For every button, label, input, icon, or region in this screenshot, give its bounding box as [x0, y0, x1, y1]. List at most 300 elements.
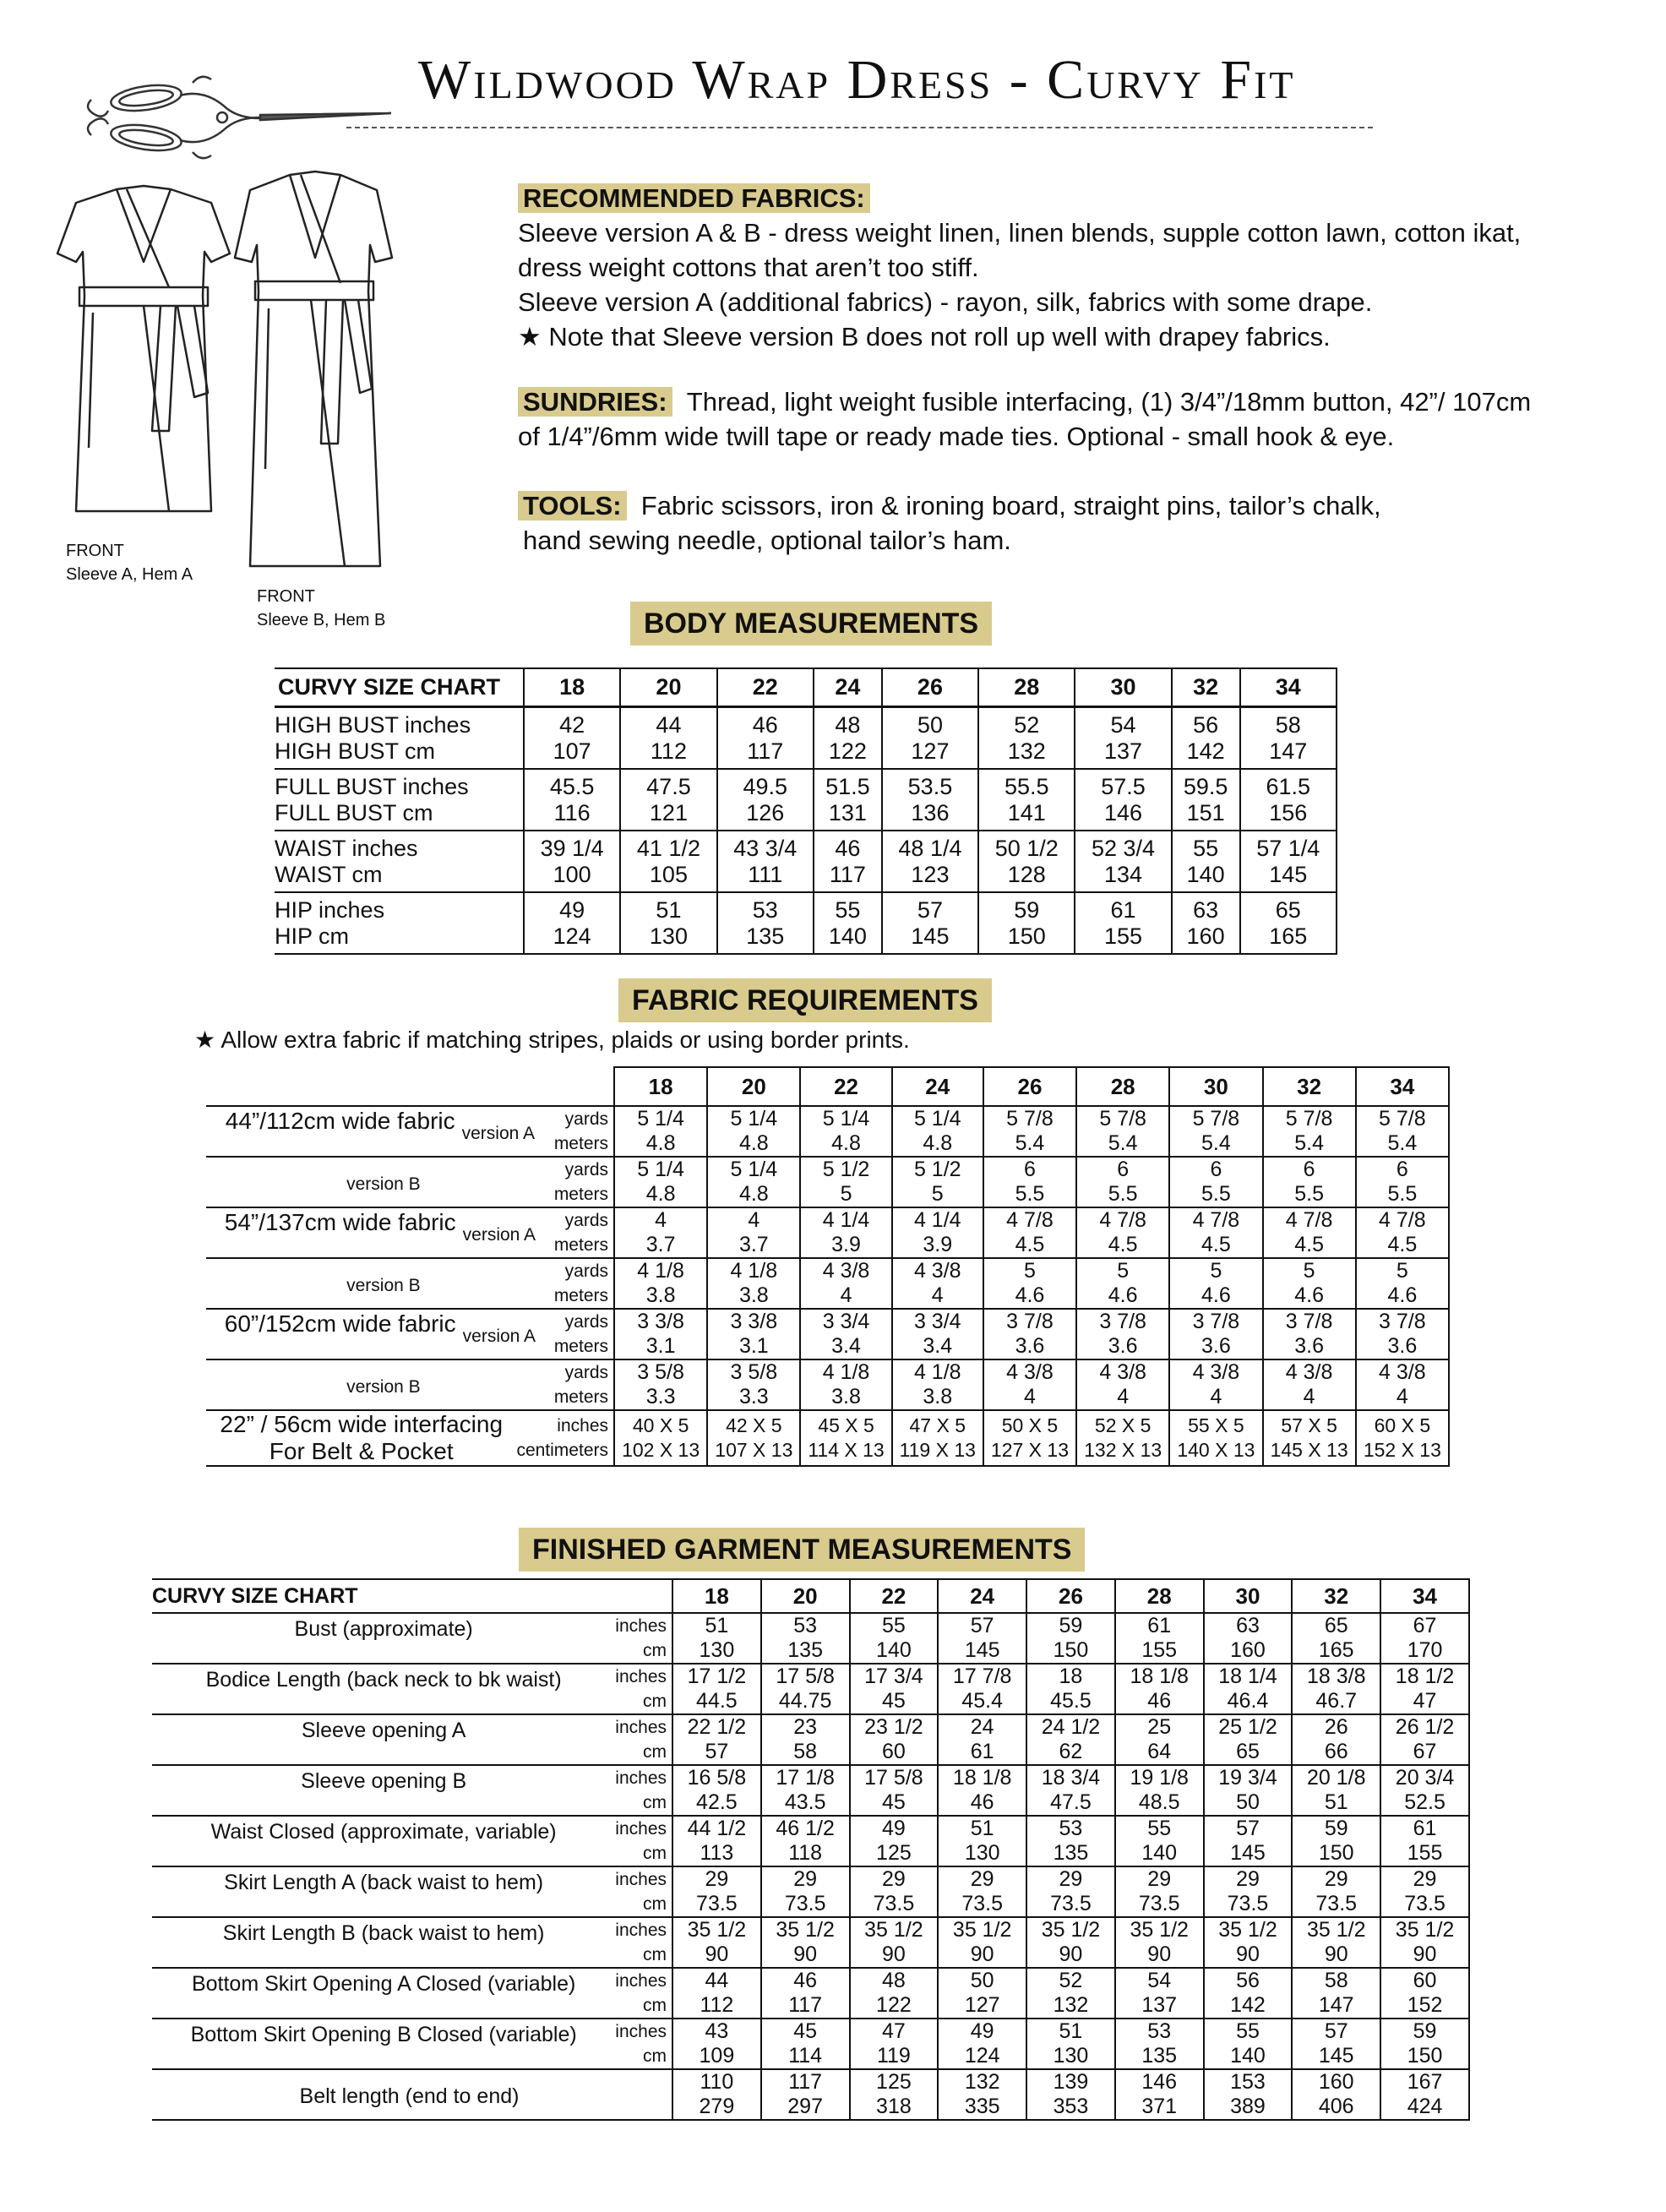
fabric-row-label	[206, 1359, 614, 1410]
cell-value: 5.4	[1015, 1131, 1045, 1155]
cell-value: 130	[1053, 2044, 1089, 2068]
cell-value: 146	[1104, 800, 1143, 825]
cell-value: 25	[1147, 1715, 1172, 1739]
measurement-label	[275, 831, 524, 892]
cell-value: 24	[970, 1715, 994, 1739]
table-cell	[1076, 1207, 1169, 1258]
table-cell	[717, 831, 814, 892]
cell-value: 90	[1324, 1942, 1348, 1966]
size-header: 34	[1356, 1067, 1449, 1106]
version-label: version B	[346, 1174, 421, 1194]
cell-value: 4.8	[831, 1131, 861, 1155]
cell-value: 50	[970, 1969, 994, 1992]
cell-value: 73.5	[1050, 1892, 1092, 1915]
cell-value: 49.5	[743, 774, 788, 799]
cell-value: 5	[1117, 1259, 1130, 1283]
size-header: 18	[524, 668, 620, 707]
table-cell	[620, 831, 716, 892]
cell-value: 119	[876, 2044, 911, 2068]
cell-value: 35 1/2	[776, 1918, 835, 1942]
cell-value: 90	[1413, 1942, 1437, 1966]
version-label: version B	[346, 1276, 421, 1295]
cell-value: 130	[649, 923, 688, 949]
table-cell	[1204, 1917, 1293, 1968]
body-measurements-table	[275, 667, 1337, 955]
cell-value: 135	[1141, 2044, 1178, 2068]
table-cell	[1076, 1106, 1169, 1157]
table-cell	[1169, 1410, 1262, 1466]
cell-value: 60	[1413, 1969, 1437, 1992]
size-header: 18	[614, 1067, 707, 1106]
finished-garment-heading: FINISHED GARMENT MEASUREMENTS	[519, 1528, 1085, 1572]
cell-value: 55	[882, 1614, 906, 1637]
cell-value: 4 7/8	[1006, 1208, 1054, 1232]
size-header: 26	[1026, 1579, 1115, 1613]
cell-value: 145	[1230, 1841, 1266, 1865]
table-cell	[1075, 769, 1171, 831]
cell-value: 43.5	[784, 1790, 826, 1814]
size-header: 30	[1169, 1067, 1262, 1106]
cell-value: 49	[970, 2019, 994, 2043]
table-cell	[717, 769, 814, 831]
cell-value: 145 X 13	[1270, 1439, 1348, 1461]
table-cell	[614, 1207, 707, 1258]
cell-value: 58	[793, 1740, 818, 1763]
garment-row-label	[152, 2069, 672, 2120]
unit-label: yards	[564, 1211, 608, 1230]
recommended-fabrics-label: RECOMMENDED FABRICS:	[518, 183, 870, 213]
cell-value: 45.4	[961, 1689, 1004, 1713]
cell-value: 35 1/2	[1130, 1918, 1189, 1942]
table-cell	[1026, 1765, 1115, 1816]
cell-value: 63	[1236, 1614, 1260, 1637]
table-cell	[1075, 892, 1171, 954]
cell-value: 4 7/8	[1192, 1208, 1240, 1232]
unit-label: meters	[553, 1286, 608, 1305]
cell-value: 371	[1141, 2095, 1178, 2118]
cell-value: 59	[1014, 897, 1040, 923]
table-cell	[938, 1664, 1026, 1714]
cell-value: 107	[553, 738, 591, 764]
cell-value: 52	[1014, 712, 1040, 738]
cell-value: 57	[970, 1614, 994, 1637]
cell-value: 46	[1147, 1689, 1172, 1713]
cell-value: 45.5	[549, 774, 595, 799]
cell-value: 40 X 5	[632, 1414, 689, 1436]
table-cell	[800, 1207, 891, 1258]
table-cell	[1115, 1714, 1204, 1765]
unit-label: cm	[643, 1641, 667, 1660]
fabric-row-label	[206, 1410, 614, 1466]
measurement-label: Waist Closed (approximate, variable)	[210, 1820, 557, 1844]
table-cell	[814, 831, 882, 892]
cell-value: 5.4	[1294, 1131, 1324, 1155]
cell-value: 3 7/8	[1006, 1310, 1054, 1333]
cell-value: 46	[835, 836, 861, 861]
measurement-label: Skirt Length B (back waist to hem)	[222, 1921, 545, 1945]
table-cell	[1292, 2069, 1380, 2120]
table-cell	[882, 769, 978, 831]
cell-value: 55.5	[1004, 774, 1049, 799]
table-cell	[1263, 1106, 1356, 1157]
garment-row-label	[152, 1765, 672, 1816]
table-cell	[524, 892, 620, 954]
cell-value: 3.8	[923, 1385, 953, 1408]
cell-value: 57	[1236, 1817, 1260, 1840]
table-cell	[978, 769, 1075, 831]
cell-value: 160	[1230, 1638, 1266, 1662]
cell-value: 142	[1186, 738, 1225, 764]
cell-value: 52 X 5	[1094, 1414, 1152, 1436]
table-header-row	[206, 1067, 1449, 1106]
cell-value: 5.4	[1387, 1131, 1418, 1155]
cell-value: 406	[1318, 2095, 1354, 2118]
cell-value: 3 5/8	[730, 1360, 778, 1384]
measurement-label: Sleeve opening B	[301, 1769, 467, 1793]
cell-value: 3.6	[1108, 1334, 1138, 1358]
cell-value: 53	[1147, 2019, 1172, 2043]
cell-value: 4.8	[645, 1131, 676, 1155]
cell-value: 140	[1141, 1841, 1178, 1865]
cell-value: 51	[705, 1614, 729, 1637]
cell-value: 4 1/8	[637, 1259, 684, 1283]
cell-value: 135	[787, 1638, 823, 1662]
cell-value: 110	[700, 2070, 734, 2094]
cell-value: 52	[1059, 1969, 1083, 1992]
table-cell	[882, 707, 978, 770]
cell-value: 18 1/2	[1395, 1664, 1455, 1688]
table-cell	[717, 892, 814, 954]
unit-label: cm	[643, 1996, 667, 2015]
table-cell	[1292, 1664, 1380, 1714]
cell-value: 66	[1324, 1740, 1348, 1763]
cell-value: 17 1/2	[687, 1664, 747, 1688]
table-cell	[1292, 2019, 1380, 2069]
cell-value: 49	[882, 1817, 906, 1840]
cell-value: 59.5	[1183, 774, 1228, 799]
cell-value: 45	[882, 1689, 906, 1713]
cell-value: 55	[1193, 836, 1219, 861]
cell-value: 5.4	[1201, 1131, 1231, 1155]
cell-value: 54	[1147, 1969, 1172, 1992]
cell-value: 90	[705, 1942, 729, 1966]
cell-value: 4.5	[1108, 1233, 1138, 1256]
cell-value: 43	[705, 2019, 729, 2043]
cell-value: 3.4	[831, 1334, 861, 1358]
cell-value: 4	[1396, 1385, 1408, 1408]
garment-row-label	[152, 1664, 672, 1714]
table-cell	[761, 1765, 850, 1816]
cell-value: 35 1/2	[687, 1918, 747, 1942]
table-cell	[707, 1410, 800, 1466]
cell-value: 54	[1110, 712, 1136, 738]
table-cell	[1356, 1309, 1449, 1359]
table-cell	[1204, 2019, 1293, 2069]
cell-value: 59	[1059, 1614, 1083, 1637]
cell-value: 73.5	[961, 1892, 1004, 1915]
unit-label: yards	[564, 1261, 608, 1281]
cell-value: 90	[1147, 1942, 1172, 1966]
cell-value: 17 5/8	[864, 1766, 923, 1790]
illustration-caption-b: FRONT Sleeve B, Hem B	[257, 587, 386, 629]
cell-value: 5 1/4	[822, 1107, 870, 1131]
cell-value: 4	[748, 1208, 760, 1232]
cell-value: 35 1/2	[1395, 1918, 1455, 1942]
table-cell	[1204, 1613, 1293, 1664]
table-cell	[1204, 1714, 1293, 1765]
table-cell	[1026, 1866, 1115, 1917]
table-cell	[672, 1664, 761, 1714]
cell-value: 58	[1324, 1969, 1348, 1992]
table-cell	[672, 1765, 761, 1816]
size-header: 18	[672, 1579, 761, 1613]
cell-value: 109	[699, 2044, 735, 2068]
cell-value: 59	[1413, 2019, 1437, 2043]
cell-value: 4.8	[738, 1131, 769, 1155]
cell-value: 90	[970, 1942, 994, 1966]
cell-value: 4.5	[1201, 1233, 1231, 1256]
table-cell	[1115, 1917, 1204, 1968]
table-cell	[978, 707, 1075, 770]
table-cell	[1204, 1765, 1293, 1816]
cell-value: 51	[1324, 1790, 1348, 1814]
cell-value: 63	[1193, 897, 1219, 923]
cell-value: 4.6	[1108, 1283, 1138, 1307]
cell-value: 90	[1059, 1942, 1083, 1966]
cell-value: 3.6	[1387, 1334, 1418, 1358]
table-cell	[1076, 1258, 1169, 1309]
cell-value: 50	[917, 712, 943, 738]
cell-value: 160	[1318, 2070, 1354, 2094]
cell-value: 5.5	[1201, 1182, 1231, 1206]
cell-value: 39 1/4	[540, 836, 604, 861]
cell-value: 46	[793, 1969, 818, 1992]
cell-value: 45.5	[1050, 1689, 1092, 1713]
cell-value: 18 1/8	[952, 1766, 1012, 1790]
cell-value: 119 X 13	[899, 1439, 976, 1461]
table-cell	[614, 1309, 707, 1359]
cell-value: 117	[747, 738, 784, 764]
cell-value: 42 X 5	[726, 1414, 782, 1436]
table-cell	[1380, 2019, 1469, 2069]
version-label: version A	[462, 1225, 536, 1245]
cell-value: 50 X 5	[1001, 1414, 1059, 1436]
cell-value: 53.5	[907, 774, 953, 799]
size-header: 20	[707, 1067, 800, 1106]
cell-value: 59	[1324, 1817, 1348, 1840]
table-cell	[524, 831, 620, 892]
table-row	[152, 1866, 1469, 1917]
interfacing-label: 22” / 56cm wide interfacing	[220, 1411, 504, 1437]
measurement-label-line: HIP cm	[275, 923, 350, 949]
table-cell	[1204, 2069, 1293, 2120]
table-cell	[1204, 1866, 1293, 1917]
finished-garment-table	[152, 1578, 1470, 2121]
garment-row-label	[152, 1714, 672, 1765]
table-cell	[800, 1309, 891, 1359]
cell-value: 5 1/4	[637, 1107, 684, 1131]
table-cell	[1204, 1816, 1293, 1866]
cell-value: 43 3/4	[733, 836, 798, 861]
unit-label: cm	[643, 1793, 667, 1812]
table-cell	[938, 1866, 1026, 1917]
table-cell	[1292, 1816, 1380, 1866]
cell-value: 51	[970, 1817, 994, 1840]
cell-value: 65	[1236, 1740, 1260, 1763]
unit-label: meters	[553, 1337, 608, 1356]
cell-value: 57 1/4	[1256, 836, 1320, 861]
table-cell	[978, 892, 1075, 954]
cell-value: 35 1/2	[952, 1918, 1012, 1942]
cell-value: 111	[748, 862, 783, 887]
cell-value: 65	[1324, 1614, 1348, 1637]
cell-value: 61	[1110, 897, 1136, 923]
table-cell	[1204, 1664, 1293, 1714]
cell-value: 61	[1413, 1817, 1437, 1840]
table-cell	[1172, 831, 1240, 892]
table-cell	[983, 1410, 1076, 1466]
cell-value: 5 1/4	[913, 1107, 961, 1131]
cell-value: 125	[876, 2070, 912, 2094]
measurement-label-line: FULL BUST inches	[275, 774, 469, 799]
cell-value: 29	[705, 1867, 729, 1891]
cell-value: 17 3/4	[864, 1664, 923, 1688]
cell-value: 3.7	[645, 1233, 676, 1256]
cell-value: 165	[1269, 923, 1308, 949]
cell-value: 64	[1147, 1740, 1172, 1763]
table-cell	[983, 1106, 1076, 1157]
cell-value: 117	[829, 862, 866, 887]
cell-value: 55	[835, 897, 861, 923]
garment-row-label	[152, 1917, 672, 1968]
table-cell	[892, 1258, 983, 1309]
unit-label: inches	[615, 1718, 667, 1737]
cell-value: 51	[656, 897, 682, 923]
cell-value: 4 3/8	[1192, 1360, 1240, 1384]
cell-value: 44.75	[778, 1689, 832, 1713]
table-cell	[620, 769, 716, 831]
unit-label: inches	[615, 1667, 667, 1686]
cell-value: 29	[882, 1867, 906, 1891]
fabric-row-label	[206, 1157, 614, 1207]
table-cell	[1356, 1106, 1449, 1157]
table-cell	[983, 1309, 1076, 1359]
size-header: 24	[892, 1067, 983, 1106]
table-cell	[1292, 1866, 1380, 1917]
table-cell	[983, 1359, 1076, 1410]
size-header: 30	[1075, 668, 1171, 707]
unit-label: cm	[643, 2046, 667, 2066]
cell-value: 5	[1210, 1259, 1222, 1283]
cell-value: 105	[649, 862, 688, 887]
cell-value: 6	[1396, 1158, 1408, 1181]
table-cell	[524, 769, 620, 831]
cell-value: 5.5	[1294, 1182, 1324, 1206]
table-cell	[938, 2019, 1026, 2069]
unit-label: cm	[643, 1742, 667, 1762]
cell-value: 117	[788, 2070, 823, 2094]
table-cell	[938, 1765, 1026, 1816]
table-cell	[983, 1157, 1076, 1207]
table-cell	[1240, 707, 1337, 770]
table-row	[206, 1157, 1449, 1207]
table-cell	[978, 831, 1075, 892]
cell-value: 35 1/2	[1218, 1918, 1277, 1942]
unit-label: yards	[564, 1160, 608, 1180]
table-cell	[1169, 1207, 1262, 1258]
cell-value: 3.9	[831, 1233, 861, 1256]
cell-value: 4.8	[645, 1182, 676, 1206]
tools-line: Fabric scissors, iron & ironing board, straight pins, tailor’s chalk,	[640, 491, 1381, 520]
table-cell	[1026, 2019, 1115, 2069]
table-cell	[1169, 1157, 1262, 1207]
cell-value: 140	[1230, 2044, 1266, 2068]
table-cell	[761, 1968, 850, 2019]
cell-value: 4 3/8	[1006, 1360, 1054, 1384]
cell-value: 29	[793, 1867, 818, 1891]
cell-value: 3 5/8	[637, 1360, 684, 1384]
table-cell	[1169, 1359, 1262, 1410]
table-cell	[1263, 1309, 1356, 1359]
table-row	[152, 1714, 1469, 1765]
cell-value: 5 1/2	[913, 1158, 961, 1181]
table-cell	[1263, 1157, 1356, 1207]
cell-value: 130	[699, 1638, 735, 1662]
cell-value: 3 7/8	[1285, 1310, 1333, 1333]
table-cell	[1292, 1917, 1380, 1968]
table-cell	[1115, 1613, 1204, 1664]
cell-value: 18 3/4	[1041, 1766, 1101, 1790]
cell-value: 5.5	[1387, 1182, 1418, 1206]
measurement-label: Bottom Skirt Opening B Closed (variable)	[190, 2023, 577, 2046]
size-header: 24	[938, 1579, 1026, 1613]
table-cell	[1263, 1207, 1356, 1258]
cell-value: 62	[1059, 1740, 1083, 1763]
table-cell	[1292, 1765, 1380, 1816]
table-cell	[850, 1917, 939, 1968]
cell-value: 41 1/2	[636, 836, 700, 861]
cell-value: 73.5	[873, 1892, 915, 1915]
table-cell	[1240, 831, 1337, 892]
cell-value: 140	[876, 1638, 912, 1662]
cell-value: 53	[1059, 1817, 1083, 1840]
cell-value: 61	[970, 1740, 994, 1763]
garment-row-label	[152, 2019, 672, 2069]
cell-value: 44.5	[696, 1689, 738, 1713]
table-cell	[707, 1258, 800, 1309]
cell-value: 150	[1053, 1638, 1089, 1662]
table-cell	[524, 707, 620, 770]
cell-value: 165	[1318, 1638, 1354, 1662]
tools-section	[518, 488, 1381, 558]
cell-value: 73.5	[1227, 1892, 1269, 1915]
cell-value: 145	[1318, 2044, 1354, 2068]
cell-value: 153	[1230, 2070, 1266, 2094]
table-cell	[1380, 1816, 1469, 1866]
table-cell	[882, 831, 978, 892]
cell-value: 170	[1407, 1638, 1443, 1662]
table-cell	[983, 1207, 1076, 1258]
table-cell	[1172, 892, 1240, 954]
fabric-row-label	[206, 1207, 614, 1258]
table-cell	[938, 1917, 1026, 1968]
cell-value: 47.5	[646, 774, 691, 799]
cell-value: 48.5	[1138, 1790, 1180, 1814]
cell-value: 145	[1269, 862, 1308, 887]
size-header: 22	[717, 668, 814, 707]
cell-value: 18 1/8	[1130, 1664, 1189, 1688]
recommended-fabrics-section	[518, 181, 1521, 354]
